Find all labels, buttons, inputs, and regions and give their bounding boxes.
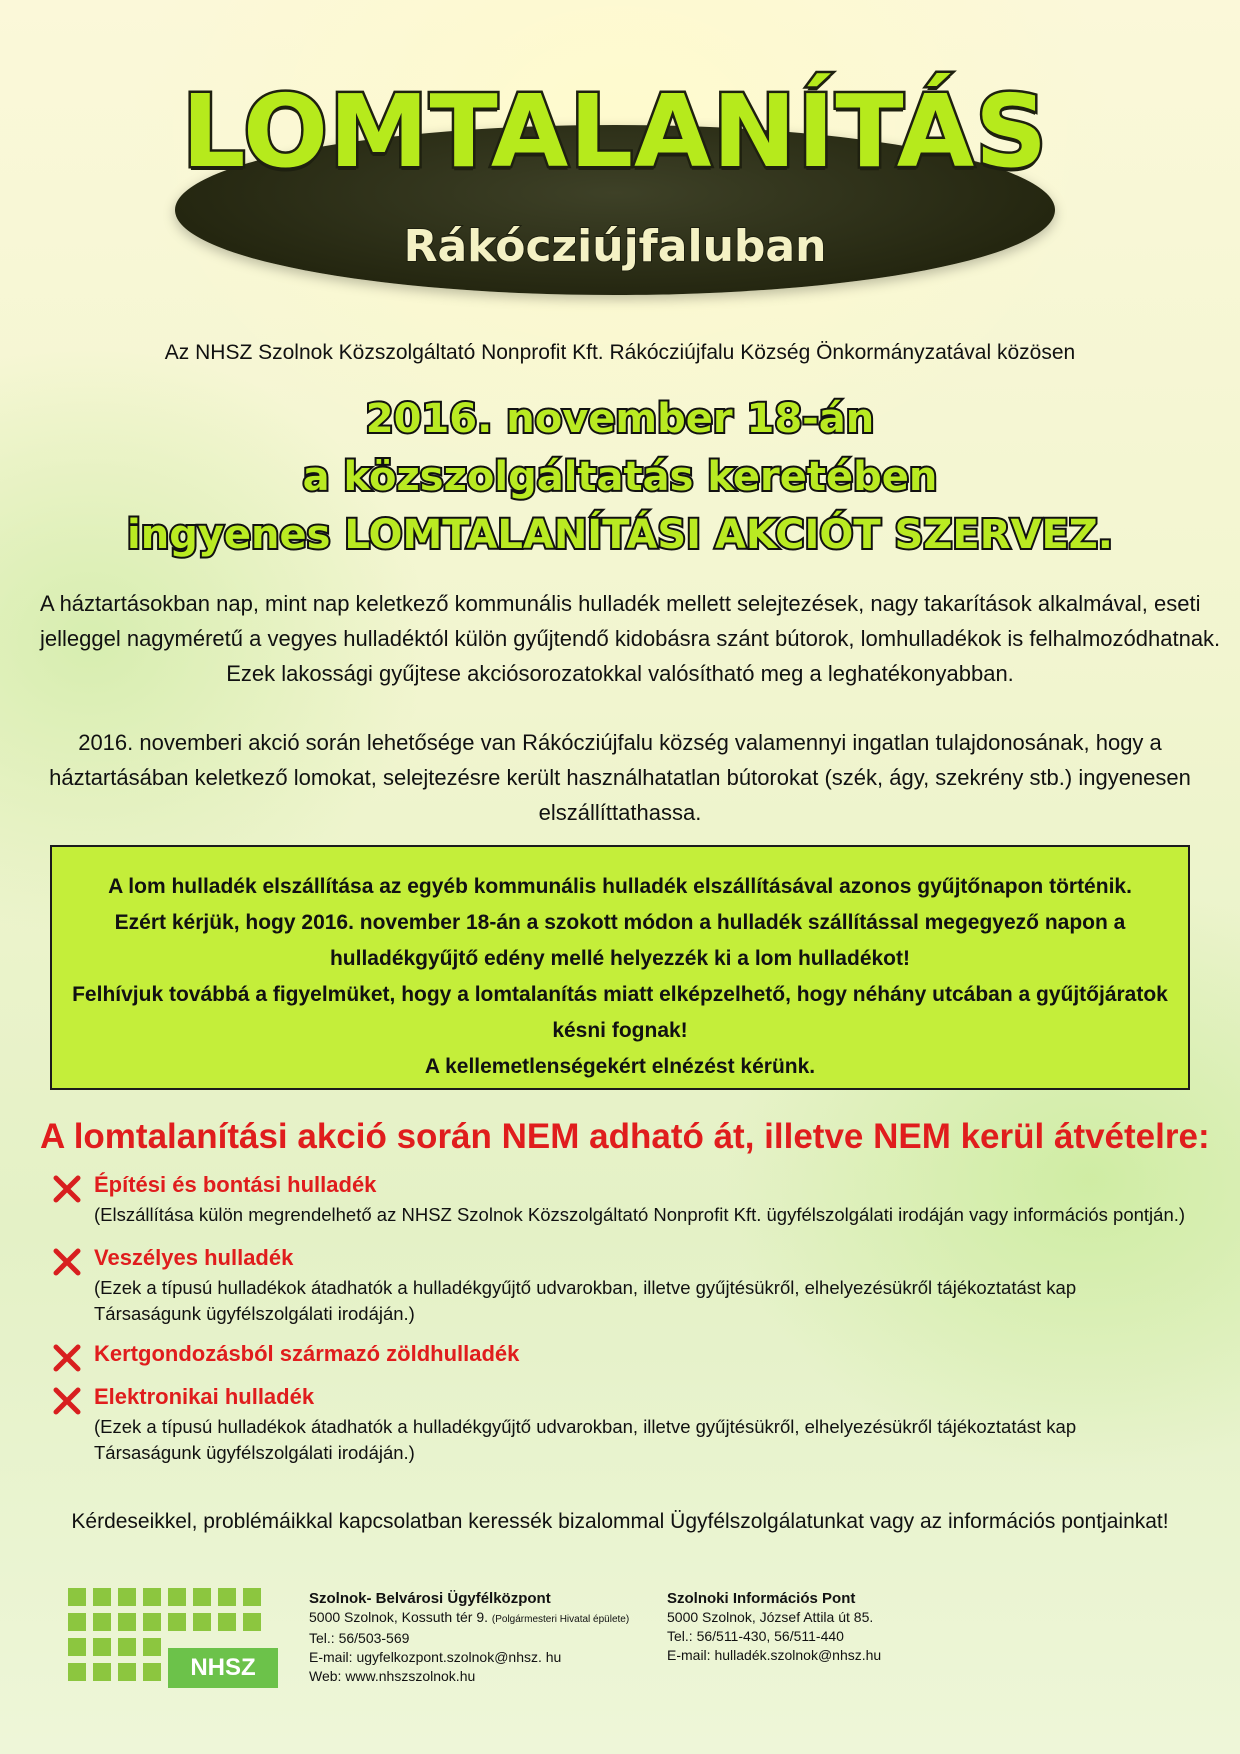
notice-line-4: Felhívjuk továbbá a figyelmüket, hogy a lomtalanítás miatt elképzelhető, hogy néhány utcában a gyűjtőjáratok (72, 983, 1168, 1006)
headline-line-1: 2016. november 18-án (365, 396, 875, 442)
intro-line: Az NHSZ Szolnok Közszolgáltató Nonprofit Kft. Rákócziújfalu Község Önkormányzatával közösen (164, 341, 1076, 364)
x-mark-icon (52, 1174, 82, 1204)
paragraph-2-line-1: 2016. novemberi akció során lehetősége van Rákócziújfalu község valamennyi ingatlan tulajdonosának, hogy a (78, 730, 1162, 755)
exclusion-note-line-1: (Ezek a típusú hulladékok átadhatók a hulladékgyűjtő udvarokban, illetve gyűjtésükről, elhelyezésükről tájékoztatást kap (94, 1416, 1077, 1437)
notice-line-5: késni fognak! (552, 1019, 688, 1042)
exclusions-heading: A lomtalanítási akció során NEM adható át, illetve NEM kerül átvételre: (40, 1117, 1210, 1156)
exclusion-note: (Elszállítása külön megrendelhető az NHSZ Szolnok Közszolgáltató Nonprofit Kft. ügyfélszolgálati irodáján vagy információs pontján.) (94, 1204, 1186, 1225)
central-office-web[interactable]: Web: www.nhszszolnok.hu (309, 1668, 476, 1684)
central-office-email[interactable]: E-mail: ugyfelkozpont.szolnok@nhsz. hu (309, 1649, 562, 1665)
exclusion-title: Építési és bontási hulladék (94, 1172, 377, 1197)
paragraph-1-line-1: A háztartásokban nap, mint nap keletkező kommunális hulladék mellett selejtezések, nagy takarítások alkalmával, eseti (40, 591, 1201, 616)
paragraph-2 (40, 725, 1200, 830)
info-point-email[interactable]: E-mail: hulladék.szolnok@nhsz.hu (667, 1647, 882, 1663)
notice-line-2: Ezért kérjük, hogy 2016. november 18-án a szokott módon a hulladék szállítással megegyező napon a (114, 911, 1126, 934)
x-mark-icon (52, 1247, 82, 1277)
central-office-address: 5000 Szolnok, Kossuth tér 9. (309, 1609, 488, 1625)
central-office-address-note: (Polgármesteri Hivatal épülete) (491, 1614, 630, 1625)
notice-line-6: A kellemetlenségekért elnézést kérünk. (424, 1055, 816, 1078)
paragraph-2-line-2: háztartásában keletkező lomokat, selejtezésre került használhatatlan bútorokat (szék, ágy, szekrény stb.) ingyenesen (49, 765, 1191, 790)
exclusion-title: Elektronikai hulladék (94, 1384, 315, 1409)
central-office-contact (309, 1589, 629, 1686)
exclusion-note (94, 1275, 1076, 1327)
headline-line-2: a közszolgáltatás keretében (302, 454, 938, 500)
info-point-name: Szolnoki Információs Pont (667, 1590, 856, 1607)
closing-line: Kérdeseikkel, problémáikkal kapcsolatban keressék bizalommal Ügyfélszolgálatunkat vagy az információs pontjainkat! (71, 1510, 1169, 1533)
notice-line-1: A lom hulladék elszállítása az egyéb kommunális hulladék elszállításával azonos gyűjtőnapon történik. (108, 875, 1132, 898)
paragraph-1 (40, 586, 1221, 691)
exclusion-note-line-2: Társaságunk ügyfélszolgálati irodáján.) (94, 1303, 415, 1324)
nhsz-logo (68, 1588, 278, 1688)
subtitle: Rákócziújfaluban (403, 221, 827, 272)
exclusion-title: Kertgondozásból származó zöldhulladék (94, 1341, 520, 1366)
info-point-contact (667, 1589, 881, 1665)
exclusion-note (94, 1414, 1076, 1466)
paragraph-1-line-2: jelleggel nagyméretű a vegyes hulladéktól külön gyűjtendő kidobásra szánt bútorok, lomhulladékok is felhalmozódhatnak. (40, 626, 1221, 651)
paragraph-2-line-3: elszállíttathassa. (538, 800, 702, 825)
central-office-address-line (309, 1608, 629, 1629)
central-office-phone: Tel.: 56/503-569 (309, 1630, 410, 1646)
main-title: LOMTALANÍTÁS (181, 73, 1049, 190)
central-office-name: Szolnok- Belvárosi Ügyfélközpont (309, 1590, 551, 1607)
info-point-address: 5000 Szolnok, József Attila út 85. (667, 1609, 874, 1625)
x-mark-icon (52, 1386, 82, 1416)
exclusion-note-line-1: (Ezek a típusú hulladékok átadhatók a hulladékgyűjtő udvarokban, illetve gyűjtésükről, elhelyezésükről tájékoztatást kap (94, 1277, 1077, 1298)
exclusion-note-line-2: Társaságunk ügyfélszolgálati irodáján.) (94, 1442, 415, 1463)
exclusion-title: Veszélyes hulladék (94, 1245, 294, 1270)
logo-text: NHSZ (168, 1648, 278, 1688)
info-point-phone: Tel.: 56/511-430, 56/511-440 (667, 1628, 844, 1644)
notice-line-3: hulladékgyűjtő edény mellé helyezzék ki a lom hulladékot! (329, 947, 910, 970)
x-mark-icon (52, 1343, 82, 1373)
notice-box (50, 845, 1190, 1090)
paragraph-1-line-3: Ezek lakossági gyűjtese akciósorozatokkal valósítható meg a leghatékonyabban. (226, 661, 1014, 686)
headline-line-3: ingyenes LOMTALANÍTÁSI AKCIÓT SZERVEZ. (127, 512, 1113, 558)
